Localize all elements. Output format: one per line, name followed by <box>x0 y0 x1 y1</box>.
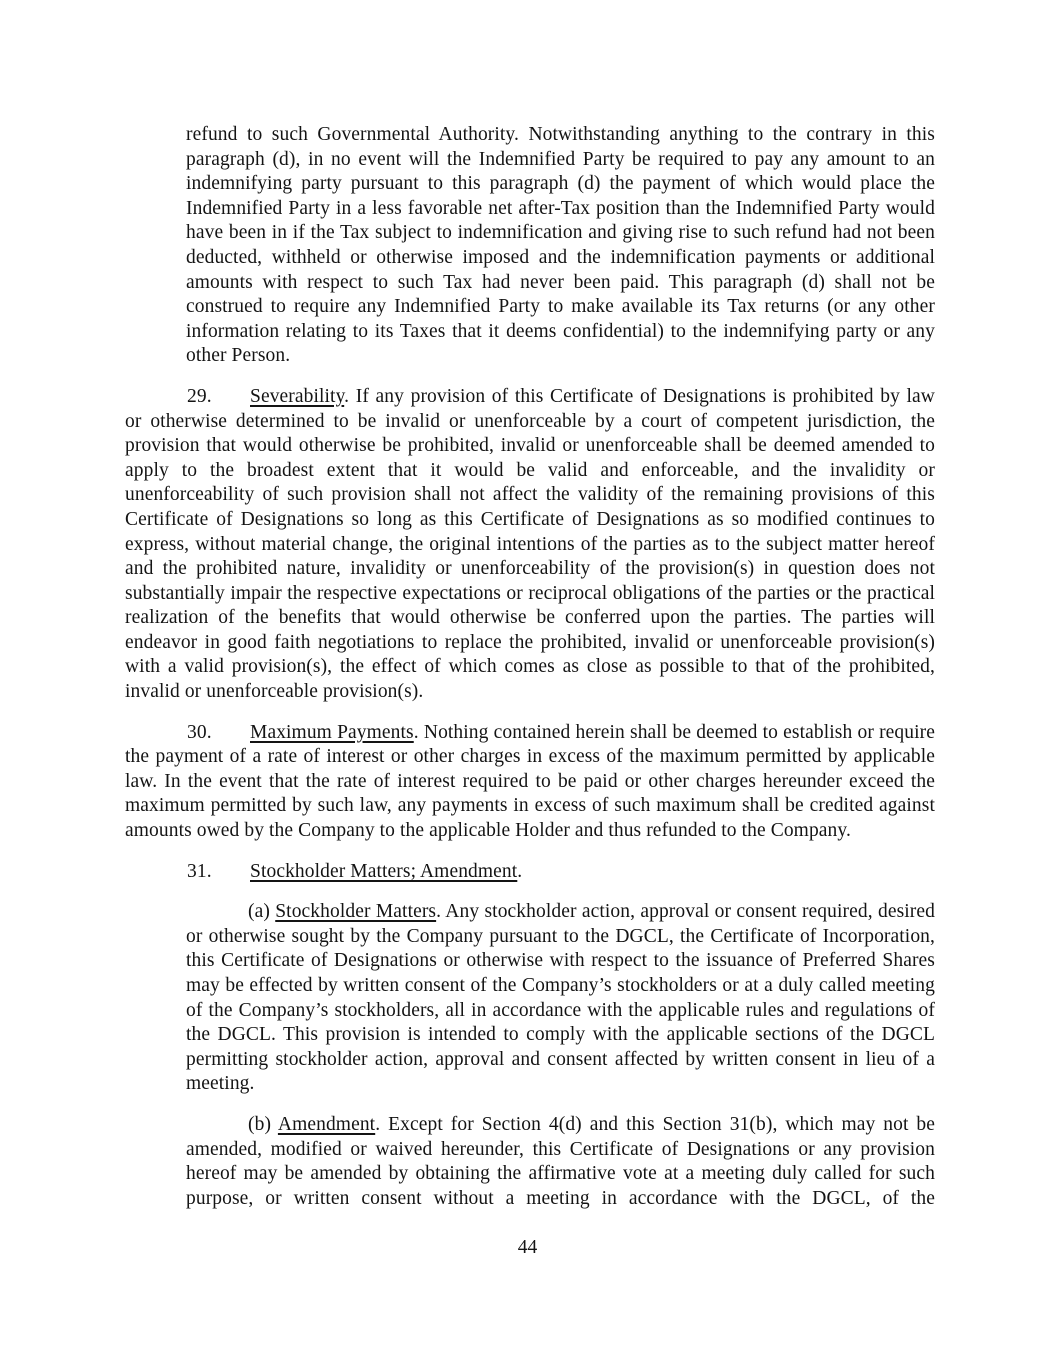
section-31a-heading: Stockholder Matters <box>275 901 437 923</box>
section-31b-heading: Amendment <box>277 1113 376 1135</box>
section-29-number: 29. <box>187 385 212 407</box>
section-29-severability <box>125 385 935 705</box>
section-31a-label: (a) <box>248 901 276 923</box>
section-31-number: 31. <box>187 860 212 882</box>
section-31-stockholder-matters-amendment <box>125 860 935 885</box>
paragraph-d-continuation: refund to such Governmental Authority. Notwithstanding anything to the contrary in this paragraph (d), in no event will the Indemnified Party be required to pay any amount to an indemnifying party pursuant to this paragraph (d) the payment of which would place the Indemnified Party in a less favorable net after-Tax position than the Indemnified Party would have been in if the Tax subject to indemnification and giving rise to such refund had not been deducted, withheld or otherwise imposed and the indemnification payments or additional amounts with respect to such Tax had never been paid. This paragraph (d) shall not be construed to require any Indemnified Party to make available its Tax returns (or any other information relating to its Taxes that it deems confidential) to the indemnifying party or any other Person. <box>186 124 935 367</box>
section-30-number: 30. <box>187 721 212 743</box>
page-content <box>125 0 935 1211</box>
section-31b-amendment <box>186 1113 935 1211</box>
section-31-trailing-period: . <box>517 860 523 882</box>
section-30-body: . Nothing contained herein shall be deemed to establish or require the payment of a rate of interest or other charges in excess of the maximum permitted by applicable law. In the event that the rate of interest required to be paid or other charges hereunder exceed the maximum permitted by such law, any payments in excess of such maximum shall be credited against amounts owed by the Company to the applicable Holder and thus refunded to the Company. <box>125 721 935 842</box>
section-31-heading: Stockholder Matters; Amendment <box>250 860 518 882</box>
page-number: 44 <box>517 1237 538 1258</box>
section-29-body: . If any provision of this Certificate of Designations is prohibited by law or otherwise determined to be invalid or unenforceable by a court of competent jurisdiction, the provision that would otherwise be prohibited, invalid or unenforceable shall be deemed amended to apply to the broadest extent that it would be valid and enforceable, and the invalidity or unenforceability of such provision shall not affect the validity of the remaining provisions of this Certificate of Designations so long as this Certificate of Designations as so modified continues to express, without material change, the original intentions of the parties as to the subject matter hereof and the prohibited nature, invalidity or unenforceability of the provision(s) in question does not substantially impair the respective expectations or reciprocal obligations of the parties or the practical realization of the benefits that would otherwise be conferred upon the parties. The parties will endeavor in good faith negotiations to replace the prohibited, invalid or unenforceable provision(s) with a valid provision(s), the effect of which comes as close as possible to that of the prohibited, invalid or unenforceable provision(s). <box>125 385 935 703</box>
section-30-maximum-payments <box>125 721 935 844</box>
section-30-heading: Maximum Payments <box>250 721 414 743</box>
section-31a-stockholder-matters <box>186 900 935 1097</box>
section-31b-label: (b) <box>248 1113 278 1135</box>
section-31a-body: . Any stockholder action, approval or consent required, desired or otherwise sought by the Company pursuant to the DGCL, the Certificate of Incorporation, this Certificate of Designations or otherwise with respect to the issuance of Preferred Shares may be effected by written consent of the Company’s stockholders or at a duly called meeting of the Company’s stockholders, all in accordance with the applicable rules and regulations of the DGCL. This provision is intended to comply with the applicable sections of the DGCL permitting stockholder action, approval and consent affected by written consent in lieu of a meeting. <box>186 901 935 1095</box>
section-31b-body: . Except for Section 4(d) and this Section 31(b), which may not be amended, modified or waived hereunder, this Certificate of Designations or any provision hereof may be amended by obtaining the affirmative vote at a meeting duly called for such purpose, or written consent without a meeting in accordance with the DGCL, of the <box>186 1113 936 1209</box>
section-29-heading: Severability <box>250 385 345 407</box>
